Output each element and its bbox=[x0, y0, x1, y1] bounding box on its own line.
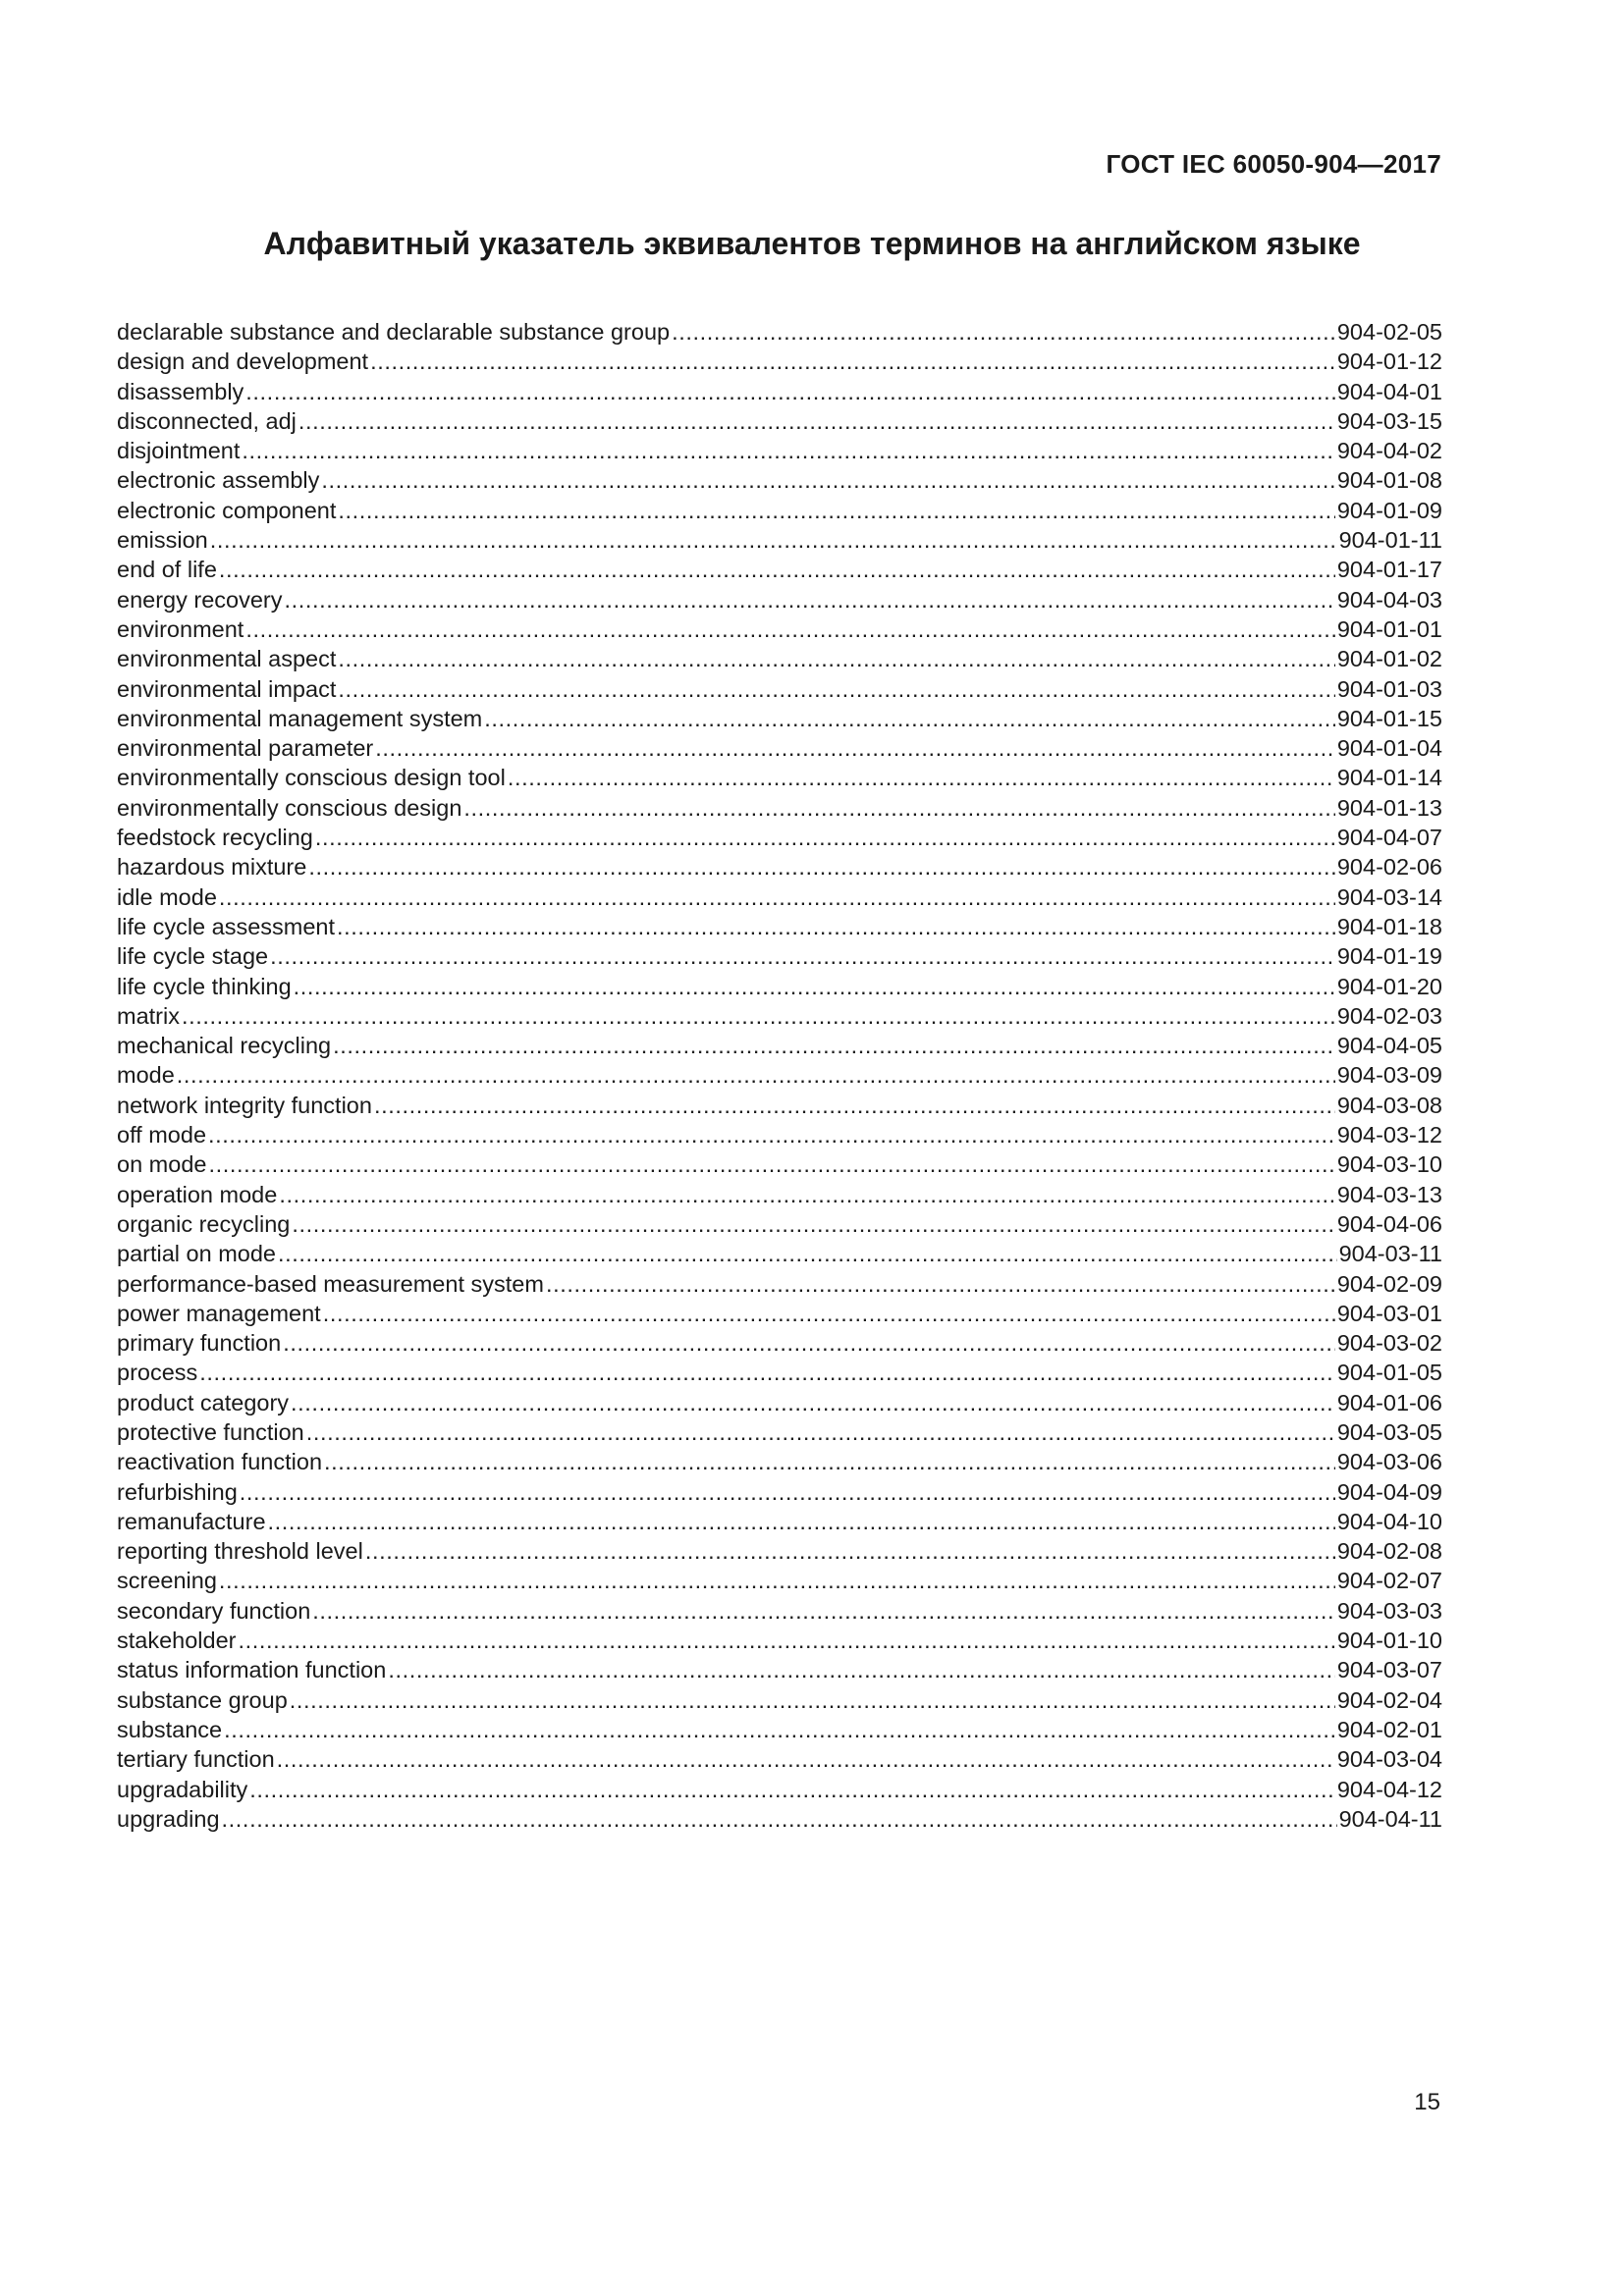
index-entry bbox=[117, 823, 1442, 852]
index-term: status information function bbox=[117, 1657, 387, 1683]
index-term: process bbox=[117, 1360, 198, 1386]
dot-leader bbox=[508, 763, 1335, 792]
page-title: Алфавитный указатель эквивалентов терминов на английском языке bbox=[263, 226, 1361, 261]
index-entry bbox=[117, 377, 1442, 406]
index-term: stakeholder bbox=[117, 1628, 237, 1654]
index-term-code: 904-01-20 bbox=[1336, 973, 1442, 999]
index-term-code: 904-03-10 bbox=[1336, 1151, 1442, 1178]
index-term: partial on mode bbox=[117, 1241, 276, 1267]
index-term: remanufacture bbox=[117, 1508, 266, 1534]
index-term: mode bbox=[117, 1062, 175, 1089]
index-term-code: 904-01-08 bbox=[1336, 467, 1442, 494]
index-term-code: 904-01-12 bbox=[1336, 348, 1442, 375]
index-entry bbox=[117, 1358, 1442, 1387]
index-entry bbox=[117, 1091, 1442, 1120]
index-term: disconnected, adj bbox=[117, 407, 297, 434]
dot-leader bbox=[239, 1626, 1335, 1655]
index-entry bbox=[117, 1388, 1442, 1417]
index-entry bbox=[117, 1804, 1442, 1834]
dot-leader bbox=[277, 1744, 1335, 1774]
index-term-code: 904-03-01 bbox=[1336, 1300, 1442, 1326]
index-term: energy recovery bbox=[117, 586, 283, 613]
index-term: environmental parameter bbox=[117, 735, 374, 762]
dot-leader bbox=[270, 941, 1335, 971]
index-entry bbox=[117, 1239, 1442, 1268]
index-term-code: 904-02-05 bbox=[1336, 319, 1442, 345]
index-entry bbox=[117, 614, 1442, 644]
dot-leader bbox=[324, 1447, 1335, 1476]
dot-leader bbox=[294, 972, 1335, 1001]
index-entry bbox=[117, 733, 1442, 763]
dot-leader bbox=[249, 1775, 1335, 1804]
index-entry bbox=[117, 852, 1442, 881]
index-term-code: 904-04-07 bbox=[1336, 825, 1442, 851]
dot-leader bbox=[278, 1239, 1337, 1268]
index-term-code: 904-02-07 bbox=[1336, 1568, 1442, 1594]
index-term: feedstock recycling bbox=[117, 825, 313, 851]
index-entry bbox=[117, 1180, 1442, 1209]
index-term-code: 904-04-11 bbox=[1338, 1805, 1442, 1832]
index-term-code: 904-01-09 bbox=[1336, 497, 1442, 523]
index-term-code: 904-01-02 bbox=[1336, 646, 1442, 672]
dot-leader bbox=[374, 1091, 1335, 1120]
index-entry bbox=[117, 1149, 1442, 1179]
index-entry bbox=[117, 1269, 1442, 1299]
index-entry bbox=[117, 882, 1442, 912]
index-term: off mode bbox=[117, 1122, 207, 1148]
index-term-code: 904-01-14 bbox=[1336, 765, 1442, 791]
index-term: design and development bbox=[117, 348, 369, 375]
index-entry bbox=[117, 525, 1442, 555]
index-entry bbox=[117, 1120, 1442, 1149]
index-term: on mode bbox=[117, 1151, 207, 1178]
index-term-code: 904-03-12 bbox=[1336, 1122, 1442, 1148]
index-entry bbox=[117, 436, 1442, 465]
index-term: organic recycling bbox=[117, 1210, 291, 1237]
index-term: end of life bbox=[117, 557, 217, 583]
index-term: reporting threshold level bbox=[117, 1538, 363, 1565]
index-term: life cycle stage bbox=[117, 943, 269, 970]
index-term-code: 904-03-02 bbox=[1336, 1330, 1442, 1357]
dot-leader bbox=[177, 1060, 1335, 1090]
dot-leader bbox=[245, 377, 1335, 406]
dot-leader bbox=[240, 1477, 1335, 1507]
index-term: environment bbox=[117, 615, 244, 642]
dot-leader bbox=[308, 852, 1335, 881]
index-term-code: 904-04-09 bbox=[1336, 1478, 1442, 1505]
dot-leader bbox=[291, 1388, 1335, 1417]
index-term: environmental management system bbox=[117, 705, 483, 731]
index-term: primary function bbox=[117, 1330, 282, 1357]
index-entry bbox=[117, 317, 1442, 347]
dot-leader bbox=[312, 1596, 1335, 1626]
index-term: power management bbox=[117, 1300, 321, 1326]
dot-leader bbox=[219, 555, 1335, 584]
dot-leader bbox=[182, 1001, 1335, 1031]
dot-leader bbox=[245, 614, 1335, 644]
dot-leader bbox=[283, 1328, 1335, 1358]
dot-leader bbox=[292, 1209, 1335, 1239]
index-term: performance-based measurement system bbox=[117, 1270, 544, 1297]
dot-leader bbox=[337, 912, 1335, 941]
dot-leader bbox=[672, 317, 1335, 347]
index-term: refurbishing bbox=[117, 1478, 238, 1505]
index-term: electronic component bbox=[117, 497, 337, 523]
index-term: environmentally conscious design bbox=[117, 794, 462, 821]
index-entry bbox=[117, 1060, 1442, 1090]
index-term-code: 904-04-10 bbox=[1336, 1508, 1442, 1534]
dot-leader bbox=[463, 793, 1334, 823]
index-term-code: 904-02-09 bbox=[1336, 1270, 1442, 1297]
index-term-code: 904-03-07 bbox=[1336, 1657, 1442, 1683]
index-term-code: 904-02-03 bbox=[1336, 1002, 1442, 1029]
index-term-code: 904-01-06 bbox=[1336, 1389, 1442, 1415]
dot-leader bbox=[338, 496, 1334, 525]
index-term: upgradability bbox=[117, 1776, 248, 1802]
dot-leader bbox=[222, 1804, 1337, 1834]
index-entry bbox=[117, 972, 1442, 1001]
dot-leader bbox=[306, 1417, 1335, 1447]
index-entry bbox=[117, 1626, 1442, 1655]
dot-leader bbox=[338, 674, 1335, 704]
index-term: declarable substance and declarable substance group bbox=[117, 319, 671, 345]
index-term: substance bbox=[117, 1716, 223, 1742]
index-entry bbox=[117, 1001, 1442, 1031]
index-term: operation mode bbox=[117, 1181, 278, 1207]
index-term: environmental aspect bbox=[117, 646, 337, 672]
index-term-code: 904-02-01 bbox=[1336, 1716, 1442, 1742]
index-term: emission bbox=[117, 527, 208, 554]
index-term: screening bbox=[117, 1568, 217, 1594]
index-term-code: 904-03-13 bbox=[1336, 1181, 1442, 1207]
index-term: product category bbox=[117, 1389, 290, 1415]
index-term-code: 904-03-14 bbox=[1336, 883, 1442, 910]
dot-leader bbox=[219, 882, 1335, 912]
index-entry bbox=[117, 1209, 1442, 1239]
index-term-code: 904-01-17 bbox=[1336, 557, 1442, 583]
index-term-code: 904-03-06 bbox=[1336, 1449, 1442, 1475]
dot-leader bbox=[242, 436, 1334, 465]
dot-leader bbox=[546, 1269, 1335, 1299]
dot-leader bbox=[370, 347, 1335, 376]
dot-leader bbox=[323, 1299, 1335, 1328]
index-entry bbox=[117, 1447, 1442, 1476]
dot-leader bbox=[484, 704, 1335, 733]
page-number: 15 bbox=[1414, 2089, 1440, 2115]
index-entry bbox=[117, 1417, 1442, 1447]
dot-leader bbox=[208, 1120, 1335, 1149]
index-entry bbox=[117, 1775, 1442, 1804]
index-term-code: 904-01-01 bbox=[1336, 615, 1442, 642]
index-term-code: 904-02-08 bbox=[1336, 1538, 1442, 1565]
index-entry bbox=[117, 763, 1442, 792]
dot-leader bbox=[315, 823, 1335, 852]
index-term: hazardous mixture bbox=[117, 854, 307, 881]
dot-leader bbox=[388, 1655, 1335, 1684]
index-term-code: 904-02-06 bbox=[1336, 854, 1442, 881]
index-entry bbox=[117, 1744, 1442, 1774]
index-entry bbox=[117, 1477, 1442, 1507]
dot-leader bbox=[365, 1536, 1335, 1566]
index-term-code: 904-04-12 bbox=[1336, 1776, 1442, 1802]
index-entry bbox=[117, 674, 1442, 704]
index-term: protective function bbox=[117, 1418, 304, 1445]
index-term-code: 904-04-02 bbox=[1336, 438, 1442, 464]
dot-leader bbox=[333, 1031, 1335, 1060]
index-entry bbox=[117, 1596, 1442, 1626]
index-term-code: 904-03-03 bbox=[1336, 1597, 1442, 1624]
index-term: mechanical recycling bbox=[117, 1033, 332, 1059]
index-term: disjointment bbox=[117, 438, 241, 464]
index-entry bbox=[117, 555, 1442, 584]
index-term-code: 904-04-06 bbox=[1336, 1210, 1442, 1237]
index-term: matrix bbox=[117, 1002, 180, 1029]
document-standard-header: ГОСТ IEC 60050-904—2017 bbox=[1106, 149, 1441, 179]
dot-leader bbox=[290, 1685, 1335, 1715]
index-entry bbox=[117, 1715, 1442, 1744]
index-entry bbox=[117, 1031, 1442, 1060]
dot-leader bbox=[298, 406, 1335, 436]
index-term-code: 904-02-04 bbox=[1336, 1686, 1442, 1713]
index-term-code: 904-03-15 bbox=[1336, 407, 1442, 434]
index-entry bbox=[117, 347, 1442, 376]
index-term: life cycle assessment bbox=[117, 913, 336, 939]
index-term: secondary function bbox=[117, 1597, 311, 1624]
dot-leader bbox=[208, 1149, 1334, 1179]
index-term-code: 904-01-04 bbox=[1336, 735, 1442, 762]
index-term: environmentally conscious design tool bbox=[117, 765, 506, 791]
index-term-code: 904-03-09 bbox=[1336, 1062, 1442, 1089]
index-entry bbox=[117, 1536, 1442, 1566]
index-term-code: 904-03-04 bbox=[1336, 1746, 1442, 1773]
index-entry bbox=[117, 912, 1442, 941]
index-term-code: 904-01-10 bbox=[1336, 1628, 1442, 1654]
index-term-code: 904-01-11 bbox=[1338, 527, 1442, 554]
index-term-code: 904-01-18 bbox=[1336, 913, 1442, 939]
dot-leader bbox=[375, 733, 1335, 763]
index-entry bbox=[117, 941, 1442, 971]
index-term: idle mode bbox=[117, 883, 217, 910]
index-term: tertiary function bbox=[117, 1746, 275, 1773]
index-term-code: 904-04-01 bbox=[1336, 378, 1442, 404]
index-term: life cycle thinking bbox=[117, 973, 292, 999]
index-entry bbox=[117, 644, 1442, 673]
index-term-code: 904-01-19 bbox=[1336, 943, 1442, 970]
index-term-code: 904-04-03 bbox=[1336, 586, 1442, 613]
index-term-code: 904-03-05 bbox=[1336, 1418, 1442, 1445]
index-term: substance group bbox=[117, 1686, 288, 1713]
index-term: reactivation function bbox=[117, 1449, 323, 1475]
index-entry bbox=[117, 1328, 1442, 1358]
index-entry bbox=[117, 1566, 1442, 1595]
index-term: disassembly bbox=[117, 378, 244, 404]
index-term: upgrading bbox=[117, 1805, 220, 1832]
index-entry bbox=[117, 1299, 1442, 1328]
index-term-code: 904-01-03 bbox=[1336, 675, 1442, 702]
index-term-code: 904-04-05 bbox=[1336, 1033, 1442, 1059]
index-term: electronic assembly bbox=[117, 467, 320, 494]
dot-leader bbox=[268, 1507, 1335, 1536]
index-term-code: 904-01-15 bbox=[1336, 705, 1442, 731]
index-entry bbox=[117, 585, 1442, 614]
dot-leader bbox=[338, 644, 1334, 673]
index-term-code: 904-03-08 bbox=[1336, 1092, 1442, 1118]
index-entry bbox=[117, 1507, 1442, 1536]
index-term-code: 904-01-13 bbox=[1336, 794, 1442, 821]
index-entry bbox=[117, 1655, 1442, 1684]
dot-leader bbox=[210, 525, 1337, 555]
index-entry bbox=[117, 406, 1442, 436]
index-entry bbox=[117, 465, 1442, 495]
index-term: network integrity function bbox=[117, 1092, 372, 1118]
dot-leader bbox=[285, 585, 1335, 614]
index-entry bbox=[117, 1685, 1442, 1715]
index-entry bbox=[117, 704, 1442, 733]
index-entry bbox=[117, 793, 1442, 823]
dot-leader bbox=[219, 1566, 1335, 1595]
index-term-code: 904-01-05 bbox=[1336, 1360, 1442, 1386]
dot-leader bbox=[224, 1715, 1335, 1744]
index-term: environmental impact bbox=[117, 675, 337, 702]
dot-leader bbox=[321, 465, 1335, 495]
index-entry bbox=[117, 496, 1442, 525]
dot-leader bbox=[199, 1358, 1335, 1387]
index-term-code: 904-03-11 bbox=[1338, 1241, 1442, 1267]
dot-leader bbox=[279, 1180, 1335, 1209]
term-index-list bbox=[117, 317, 1442, 1834]
